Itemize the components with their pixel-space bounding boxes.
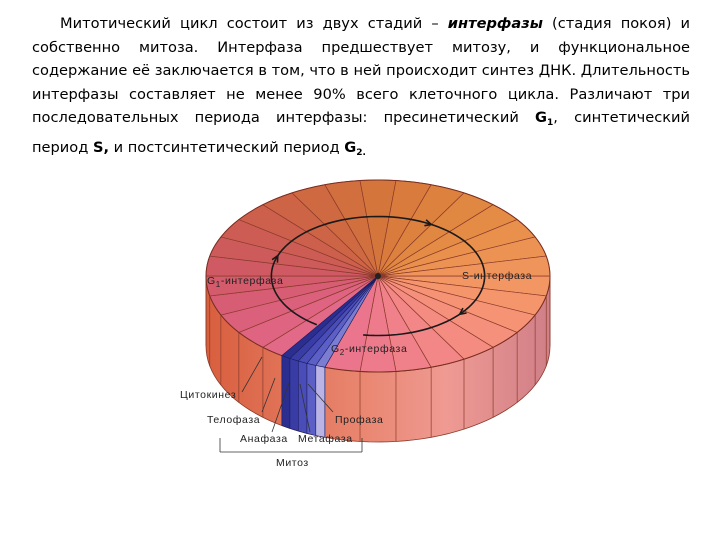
para-part: , синтетический период <box>32 109 691 156</box>
mitosis-label: Митоз <box>276 457 309 469</box>
telophase-label: Телофаза <box>207 414 261 426</box>
interphase-term: интерфазы <box>447 15 543 32</box>
g1-term: $G_1$ <box>535 109 554 129</box>
g2-term: $G_{2.}$ <box>344 138 366 158</box>
prophase-label: Профаза <box>335 414 384 426</box>
g1-interphase-label: $G_1$-интерфаза <box>207 275 284 289</box>
para-part: и постсинтетический период <box>109 138 345 156</box>
g2-interphase-label: $G_2$-интерфаза <box>331 343 408 357</box>
para-part: (стадия покоя) и собственно митоза. Интерфаза предшествует митозу, и функциональное содержание её заключается в том, что в ней происходит синтез ДНК. Длительность интерфазы составляет не менее 90% всего клеточного цикла. Различают три последовательных периода интерфазы: пресинетический <box>32 15 690 127</box>
anaphase-label: Анафаза <box>240 433 288 445</box>
cytokinesis-label: Цитокинез <box>180 389 237 401</box>
metaphase-label: Метафаза <box>298 433 353 445</box>
s-term: S, <box>92 138 109 156</box>
para-part: Митотический цикл состоит из двух стадий – <box>60 15 448 32</box>
s-interphase-label: S-интерфаза <box>462 270 533 282</box>
